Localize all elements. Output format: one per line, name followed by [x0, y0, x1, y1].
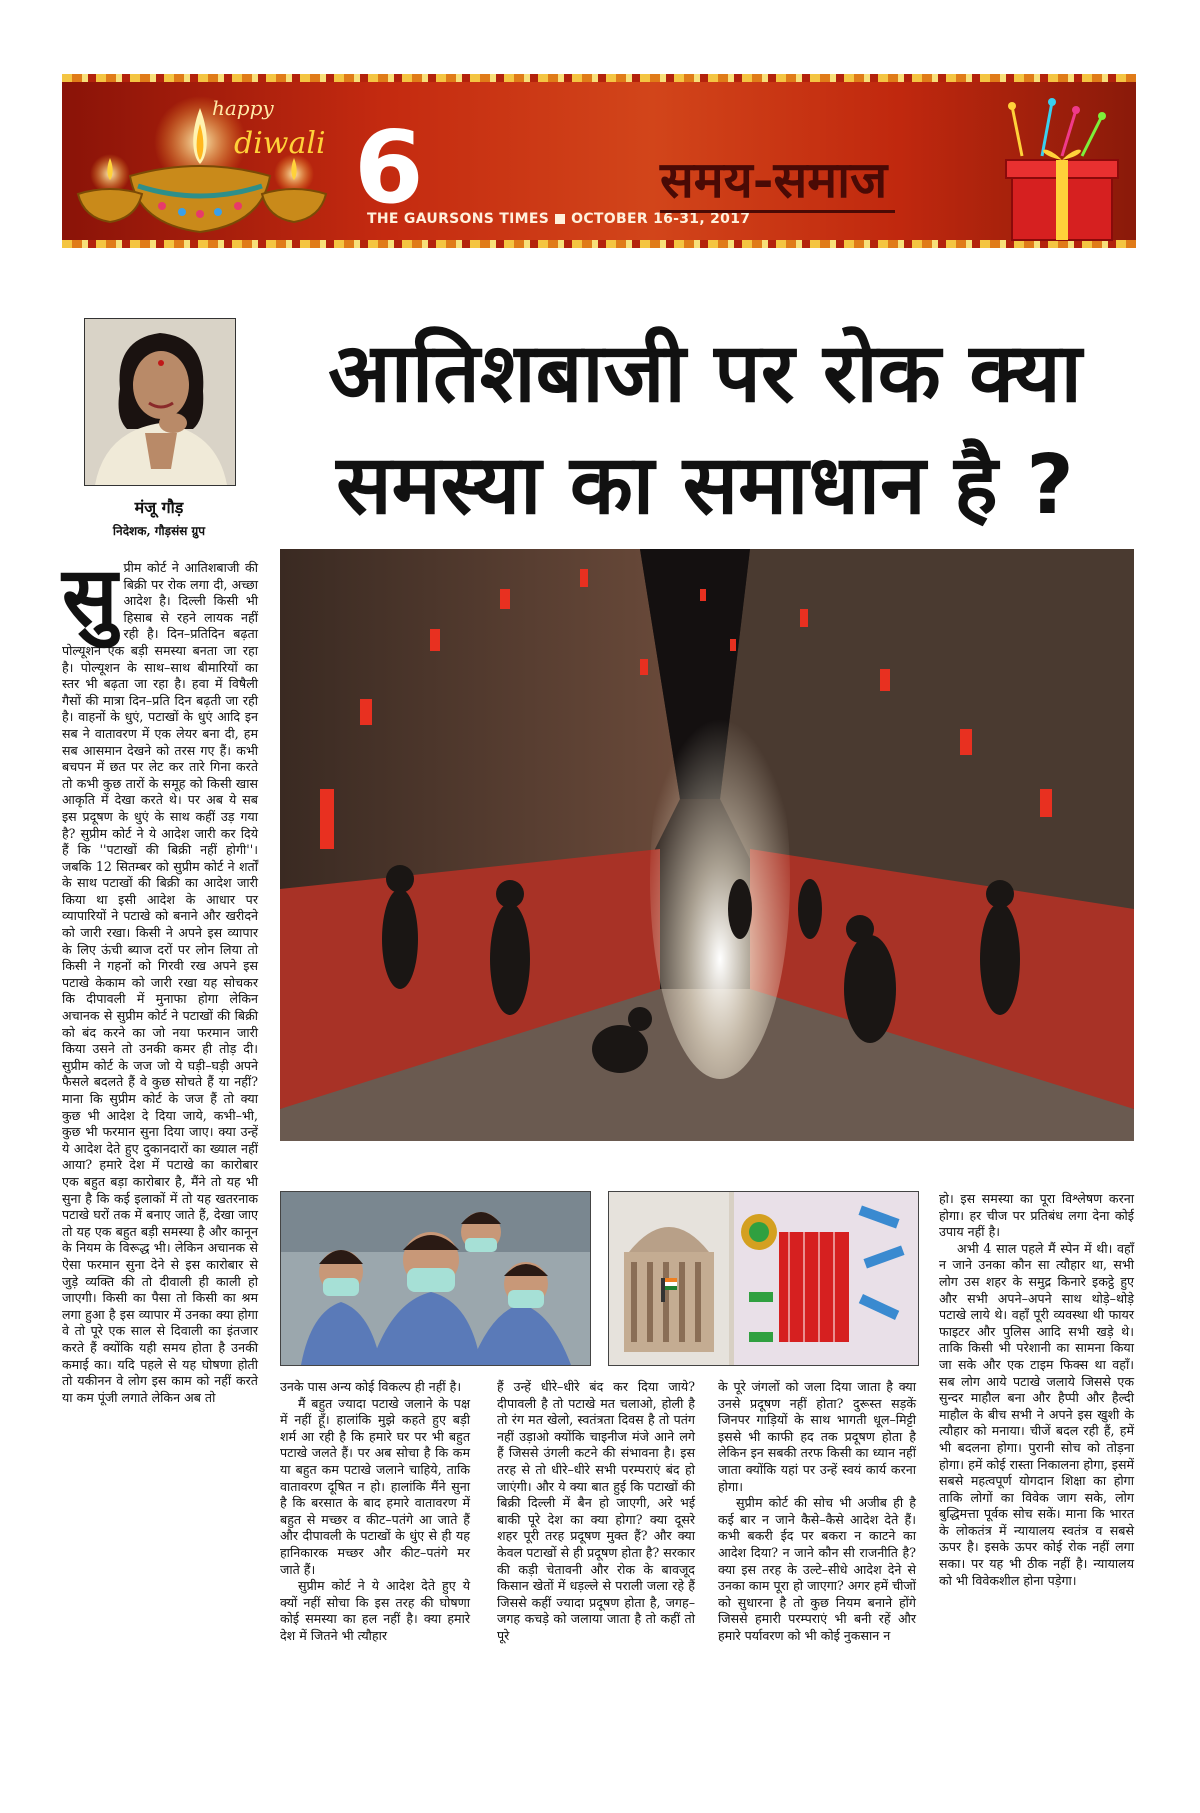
issue-dates: OCTOBER 16-31, 2017: [571, 211, 751, 227]
paper-name: THE GAURSONS TIMES: [367, 211, 550, 227]
article-column-4: [718, 1379, 916, 1645]
article-text-col1: प्रीम कोर्ट ने आतिशबाजी की बिक्री पर रोक लगा दी, अच्छा आदेश है। दिल्ली किसी भी हिसाब से रहने लायक नहीं रही है। दिन–प्रतिदिन बढ़ता पोल्यूशन एक बड़ी समस्या बनता जा रहा है। पोल्यूशन के साथ–साथ बीमारियों का स्तर भी बढ़ता जा रहा है। हवा में विषैली गैसों की मात्रा दिन–प्रति दिन बढ़ती जा रही है। वाहनों के धुएं, पटाखों के धुएं आदि इन सब ने वातावरण में एक लेयर बना दी, हम सब आसमान देखने को तरस गए हैं। कभी बचपन में छत पर लेट कर तारे गिना करते तो कभी कुछ तारों के समूह को किसी खास आकृति में देखा करते थे। पर अब ये सब इस प्रदूषण के धुएं के साथ कहीं उड़ गया है? सुप्रीम कोर्ट ने ये आदेश जारी कर दिये हैं कि ''पटाखों की बिक्री नहीं होगी''। जबकि 12 सितम्बर को सुप्रीम कोर्ट ने शर्तों के साथ पटाखों की बिक्री का आदेश जारी किया था इसी आदेश के आधार पर व्यापारियों ने पटाखे को बनाने और खरीदने को जारी रखा। किसी ने अपने इस व्यापार के लिए ऊंची ब्याज दरों पर लोन लिया तो किसी ने गहनों को गिरवी रख अपने इस पटाखे केकाम को जारी रखा यह सोचकर कि दीपावली में मुनाफा होगा लेकिन अचानक से सुप्रीम कोर्ट ने पटाखों की बिक्री को बंद करने का जो नया फरमान जारी किया उसने तो उनकी कमर ही तोड़ दी। सुप्रीम कोर्ट के जज जो ये घड़ी–घड़ी अपने फैसले बदलते हैं वे कुछ सोचते हैं या नहीं? माना कि सुप्रीम कोर्ट के जज हैं तो क्या कुछ भी आदेश दे दिया जाये, कभी–भी, कुछ भी फरमान सुना दिया जाए। क्या उन्हें ये आदेश देते हुए दुकानदारों का ख्याल नहीं आया? हमारे देश में पटाखे का कारोबार एक बहुत बड़ा कारोबार है, मैंने तो यह भी सुना है कि कई इलाकों में तो यह खतरनाक पटाखे घरों तक में बनाए जाते हैं, देखा जाए तो यह एक बहुत बड़ी समस्या है और कानून के नियम के विरूद्ध भी। लेकिन अचानक से ऐसा फरमान सुना देने से इस कारोबार से जुड़े व्यक्ति की तो दीवाली ही काली हो जाएगी। किसी का पैसा तो किसी का श्रम लगा हुआ है इस व्यापार में उनका क्या होगा वे तो पूरे एक साल से दिवाली का इंतजार करते हैं क्योंकि यही समय होता है उनकी कमाई का। यदि पहले से यह घोषणा होती तो यकीनन वे लोग इस काम को नहीं करते या कम पूंजी लगाते लेकिन अब तो: [62, 560, 258, 1405]
diya-lamp-icon: [72, 94, 342, 244]
paragraph: के पूरे जंगलों को जला दिया जाता है क्या उनसे प्रदूषण नहीं होता? दुरूस्त सड़कें जिनपर गाड़ियों के साथ भागती धूल–मिट्टी इससे भी काफी हद तक प्रदूषण होता है लेकिन इन सबकी तरफ किसी का ध्यान नहीं जाता क्योंकि यहां पर उन्हें स्वयं कार्य करना होगा।: [718, 1379, 916, 1494]
article-column-1: [62, 550, 258, 1760]
headline-line-2: समस्या का समाधान है ?: [336, 438, 1074, 533]
page-number: 6: [354, 109, 424, 226]
separator-square: [555, 214, 565, 224]
gift-box-icon: [992, 96, 1132, 244]
author-portrait: [85, 319, 235, 485]
page-banner: [62, 74, 1136, 248]
drop-cap: सु: [62, 550, 118, 645]
paragraph: सुप्रीम कोर्ट ने ये आदेश देते हुए ये क्यों नहीं सोचा कि इस तरह की घोषणा कोई समस्या का हल नहीं है। क्या हमारे देश में जितने भी त्यौहार: [280, 1578, 470, 1643]
banner-border-top: [62, 74, 1136, 82]
paragraph: मैं बहुत ज्यादा पटाखे जलाने के पक्ष में नहीं हूँ। हालांकि मुझे कहते हुए बड़ी शर्म आ रही है कि हमारे घर पर भी बहुत पटाखे जलते हैं। पर अब सोचा है कि कम या बहुत कम पटाखे जलाने चाहिये, ताकि वातावरण दूषित न हो। हालांकि मैंने सुना है कि बरसात के बाद हमारे वातावरण में बहुत से मच्छर व कीट–पतंगे आ जाते हैं और दीपावली के पटाखों के धुंए से ही यह हानिकारक मच्छर और कीट–पतंगे मर जाते हैं।: [280, 1395, 470, 1577]
banner-happy-text: happy: [212, 96, 274, 120]
author-designation: निदेशक, गौड़संस ग्रुप: [112, 524, 206, 538]
photo-children-masks: [280, 1191, 591, 1366]
paragraph: हो। इस समस्या का पूरा विश्लेषण करना होगा। हर चीज पर प्रतिबंध लगा देना कोई उपाय नहीं है।: [939, 1191, 1134, 1240]
article-column-3: [497, 1379, 695, 1645]
paragraph: हैं उन्हें धीरे–धीरे बंद कर दिया जाये? दीपावली है तो पटाखे मत चलाओ, होली है तो रंग मत खेलो, स्वतंत्रता दिवस है तो पतंग नहीं उड़ाओ क्योंकि चाइनीज मंजे आने लगे हैं जिससे उंगली कटने की संभावना है। इस तरह से तो धीरे–धीरे सभी परम्पराएं बंद हो जाएंगी। और ये क्या बात हुई कि पटाखों की बिक्री दिल्ली में बैन हो जाएगी, अरे भई बाकी पूरे देश का क्या होगा? क्या दूसरे शहर पूरी तरह प्रदूषण मुक्त हैं? और क्या केवल पटाखों से ही प्रदूषण होता है? सरकार की कड़ी चेतावनी और रोक के बावजूद किसान खेतों में धड़ल्ले से पराली जला रहे हैं जिससे कहीं ज्यादा प्रदूषण होता है, जगह–जगह कचड़े को जलाया जाता है तो कहीं तो पूरे: [497, 1379, 695, 1643]
article-column-5: [939, 1191, 1134, 1589]
section-title: समय-समाज: [660, 150, 895, 213]
main-photo-fireworks: [280, 549, 1134, 1141]
paragraph: सुप्रीम कोर्ट की सोच भी अजीब ही है कई बार न जाने कैसे–कैसे आदेश देते हैं। कभी बकरी ईद पर बकरा न काटने का आदेश दिया? न जाने कौन सी राजनीति है? क्या इस तरह के उल्टे–सीधे आदेश देने से उनका काम पूरा हो जाएगा? अगर हमें चीजों को सुधारना है तो कुछ नियम बनाने होंगे जिससे हमारी परम्पराएं भी बनी रहें और हमारे पर्यावरण को भी कोई नुकसान न: [718, 1495, 916, 1643]
headline: [280, 318, 1130, 542]
photo-supreme-court-firecrackers: [608, 1191, 919, 1366]
paragraph: अभी 4 साल पहले मैं स्पेन में थी। वहाँ न जाने उनका कौन सा त्यौहार था, सभी लोग उस शहर के समुद्र किनारे इकट्ठे हुए और सभी अपने–अपने साथ थोड़े–थोड़े पटाखे लाये थे। वहाँ पूरी व्यवस्था थी फायर फाइटर और पुलिस आदि सभी खड़े थे। ताकि किसी भी परेशानी का सामना किया जा सके और एक टाइम फिक्स था वहाँ। सब लोग आये पटाखे जलाये जिससे एक सुन्दर माहौल बना और हैप्पी और हैल्दी माहौल के बीच सभी ने अपने इस खुशी के त्यौहार को मनाया। चीजें बदल रही हैं, हमें भी बदलना होगा। पुरानी सोच को तोड़ना होगा। हमें कोई रास्ता निकालना होगा, इसमें सबसे महत्वपूर्ण योगदान शिक्षा का होगा ताकि लोगों का विवेक जाग सके, लोग बुद्धिमत्ता पूर्वक सोच सकें। माना कि भारत के लोकतंत्र में न्यायालय स्वतंत्र व सबसे ऊपर है। इसके ऊपर कोई रोक नहीं लगा सका। पर यह भी ठीक नहीं है। न्यायालय को भी विवेकशील होना पड़ेगा।: [939, 1240, 1134, 1588]
paper-masthead: [367, 211, 750, 227]
firework-icon: [1008, 98, 1106, 156]
article-column-2: [280, 1379, 470, 1645]
headline-line-1: आतिशबाजी पर रोक क्या: [328, 326, 1082, 421]
banner-diwali-text: diwali: [234, 126, 326, 161]
author-name: मंजू गौड़: [134, 498, 184, 517]
paragraph: उनके पास अन्य कोई विकल्प ही नहीं है।: [280, 1379, 462, 1394]
author-photo: [84, 318, 236, 486]
